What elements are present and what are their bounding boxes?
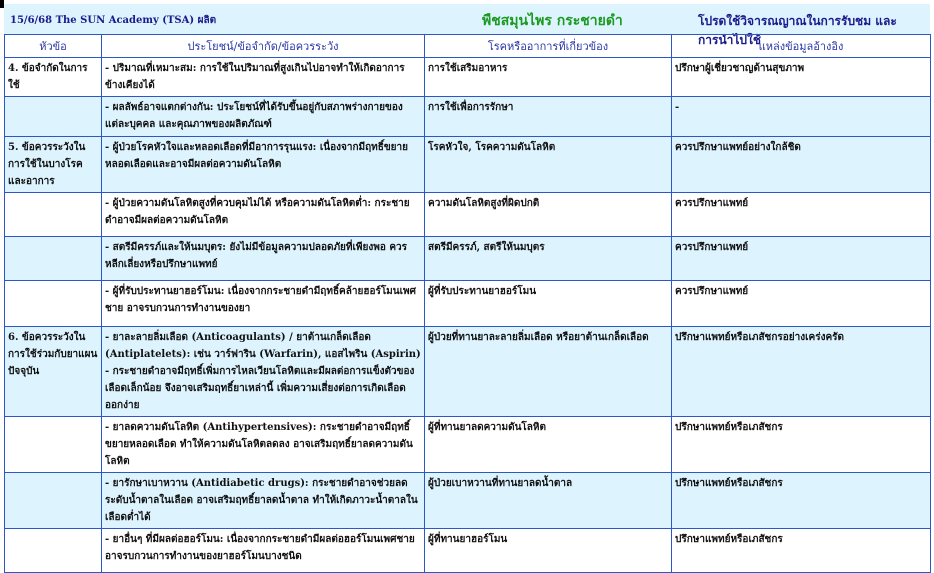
cell-detail: - ผู้ป่วยโรคหัวใจและหลอดเลือดที่มีอาการรุนแรง: เนื่องจากมีฤทธิ์ขยายหลอดเลือดและอาจมีผลต่อความดันโลหิต (102, 137, 425, 193)
cell-condition: สตรีมีครรภ์, สตรีให้นมบุตร (425, 237, 672, 281)
cell-condition: ผู้ที่รับประทานยาฮอร์โมน (425, 281, 672, 327)
date-producer-label: 15/6/68 The SUN Academy (TSA) ผลิต (10, 15, 217, 26)
col-header-detail: ประโยชน์/ข้อจำกัด/ข้อควรระวัง (102, 35, 425, 58)
table-row (5, 327, 931, 417)
cell-source: ปรึกษาแพทย์หรือเภสัชกร (672, 417, 931, 473)
cell-condition: การใช้เสริมอาหาร (425, 58, 672, 97)
col-header-source: แหล่งข้อมูลอ้างอิง (672, 35, 931, 58)
cell-source: - (672, 97, 931, 137)
cell-condition: ความดันโลหิตสูงที่ผิดปกติ (425, 193, 672, 237)
cell-source: ควรปรึกษาแพทย์ (672, 237, 931, 281)
cell-detail: - ผลลัพธ์อาจแตกต่างกัน: ประโยชน์ที่ได้รับขึ้นอยู่กับสภาพร่างกายของแต่ละบุคคล และคุณภาพของผลิตภัณฑ์ (102, 97, 425, 137)
table-row (5, 137, 931, 193)
cell-condition: การใช้เพื่อการรักษา (425, 97, 672, 137)
cell-topic (5, 417, 102, 473)
cell-topic (5, 473, 102, 529)
cell-topic (5, 237, 102, 281)
cell-condition: ผู้ที่ทานยาลดความดันโลหิต (425, 417, 672, 473)
table-row (5, 417, 931, 473)
cell-detail: - ผู้ที่รับประทานยาฮอร์โมน: เนื่องจากกระชายดำมีฤทธิ์คล้ายฮอร์โมนเพศชาย อาจรบกวนการทำงานของยา (102, 281, 425, 327)
col-header-topic: หัวข้อ (5, 35, 102, 58)
page-title: พืชสมุนไพร กระชายดำ (482, 13, 623, 29)
cell-source: ปรึกษาแพทย์หรือเภสัชกร (672, 473, 931, 529)
cell-detail: - ปริมาณที่เหมาะสม: การใช้ในปริมาณที่สูงเกินไปอาจทำให้เกิดอาการข้างเคียงได้ (102, 58, 425, 97)
cell-topic (5, 97, 102, 137)
table-row (5, 529, 931, 573)
table-row (5, 281, 931, 327)
cell-source: ปรึกษาแพทย์หรือเภสัชกร (672, 529, 931, 573)
herb-info-table (4, 34, 931, 573)
cell-condition: ผู้ป่วยเบาหวานที่ทานยาลดน้ำตาล (425, 473, 672, 529)
cell-detail: - ยารักษาเบาหวาน (Antidiabetic drugs): กระชายดำอาจช่วยลดระดับน้ำตาลในเลือด อาจเสริมฤทธิ์ยาลดน้ำตาล ทำให้เกิดภาวะน้ำตาลในเลือดต่ำได้ (102, 473, 425, 529)
table-row (5, 58, 931, 97)
cell-detail: - ยาละลายลิ่มเลือด (Anticoagulants) / ยาต้านเกล็ดเลือด (Antiplatelets): เช่น วาร์ฟาริน (Warfarin), แอสไพริน (Aspirin) - กระชายดำอาจมีฤทธิ์เพิ่มการไหลเวียนโลหิตและมีผลต่อการแข็งตัวของเลือดเล็กน้อย จึงอาจเสริมฤทธิ์ยาเหล่านี้ เพิ่มความเสี่ยงต่อการเกิดเลือดออกง่าย (102, 327, 425, 417)
cell-source: ปรึกษาแพทย์หรือเภสัชกรอย่างเคร่งครัด (672, 327, 931, 417)
table-row (5, 97, 931, 137)
table-row (5, 237, 931, 281)
table-row (5, 473, 931, 529)
cell-source: ควรปรึกษาแพทย์ (672, 193, 931, 237)
cell-topic: 4. ข้อจำกัดในการใช้ (5, 58, 102, 97)
cell-topic (5, 193, 102, 237)
col-header-condition: โรคหรืออาการที่เกี่ยวข้อง (425, 35, 672, 58)
table-row (5, 193, 931, 237)
cell-source: ควรปรึกษาแพทย์อย่างใกล้ชิด (672, 137, 931, 193)
cell-detail: - ยาอื่นๆ ที่มีผลต่อฮอร์โมน: เนื่องจากกระชายดำมีผลต่อฮอร์โมนเพศชาย อาจรบกวนการทำงานของยาฮอร์โมนบางชนิด (102, 529, 425, 573)
cell-condition: ผู้ที่ทานยาฮอร์โมน (425, 529, 672, 573)
cell-detail: - ยาลดความดันโลหิต (Antihypertensives): กระชายดำอาจมีฤทธิ์ขยายหลอดเลือด ทำให้ความดันโลหิตลดลง อาจเสริมฤทธิ์ยาลดความดันโลหิต (102, 417, 425, 473)
cell-topic (5, 281, 102, 327)
cell-topic: 5. ข้อควรระวังในการใช้ในบางโรคและอาการ (5, 137, 102, 193)
cell-detail: - สตรีมีครรภ์และให้นมบุตร: ยังไม่มีข้อมูลความปลอดภัยที่เพียงพอ ควรหลีกเลี่ยงหรือปรึกษาแพทย์ (102, 237, 425, 281)
cell-source: ปรึกษาผู้เชี่ยวชาญด้านสุขภาพ (672, 58, 931, 97)
cell-topic: 6. ข้อควรระวังในการใช้ร่วมกับยาแผนปัจจุบัน (5, 327, 102, 417)
cell-condition: ผู้ป่วยที่ทานยาละลายลิ่มเลือด หรือยาต้านเกล็ดเลือด (425, 327, 672, 417)
cell-source: ควรปรึกษาแพทย์ (672, 281, 931, 327)
usage-note: โปรดใช้วิจารณญาณในการรับชม และ การนำไปใช้ (698, 14, 897, 47)
table-header-row (5, 35, 931, 58)
cell-detail: - ผู้ป่วยความดันโลหิตสูงที่ควบคุมไม่ได้ หรือความดันโลหิตต่ำ: กระชายดำอาจมีผลต่อความดันโลหิต (102, 193, 425, 237)
cell-topic (5, 529, 102, 573)
cell-condition: โรคหัวใจ, โรคความดันโลหิต (425, 137, 672, 193)
